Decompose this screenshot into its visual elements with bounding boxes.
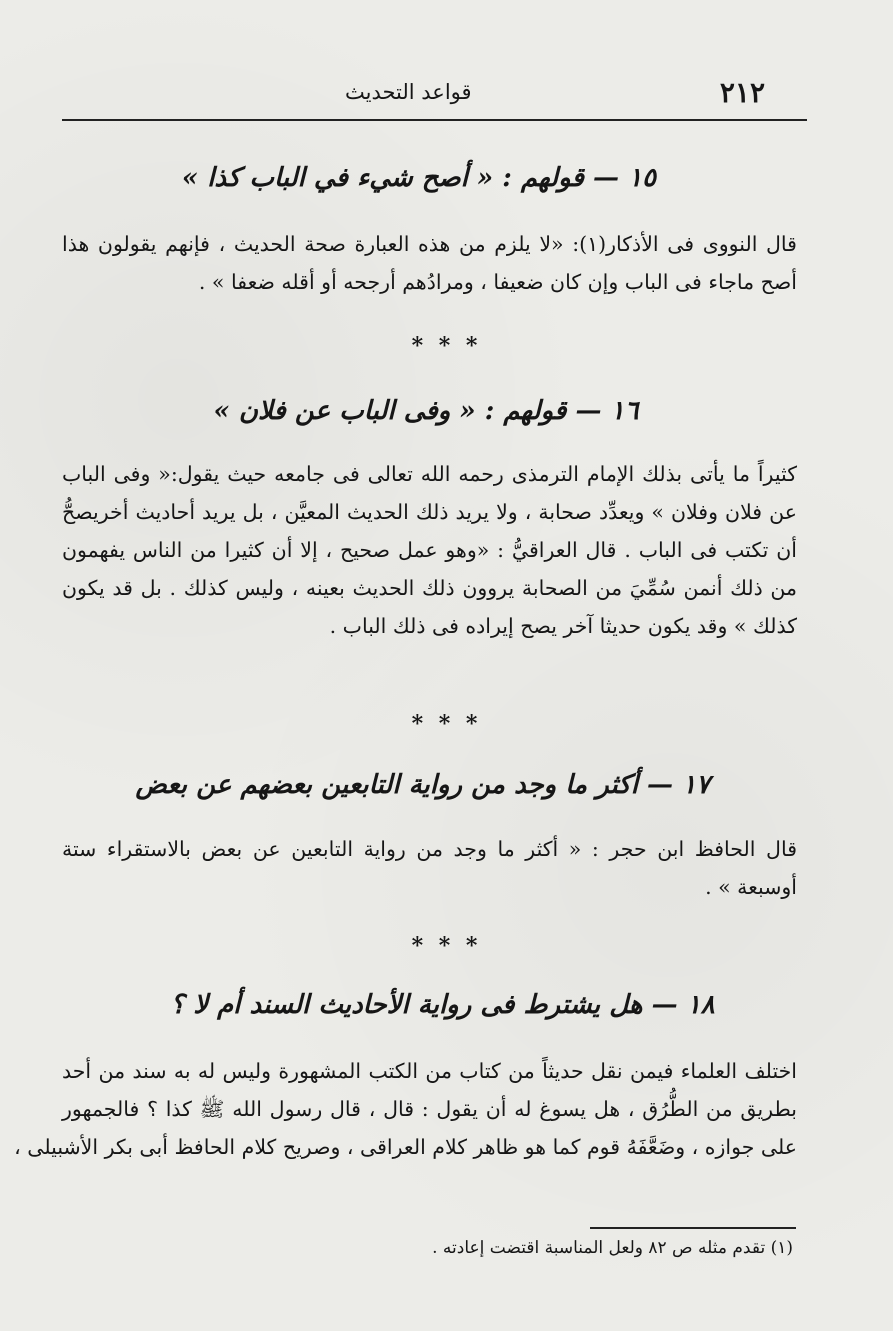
section-separator: * * *: [411, 711, 482, 737]
paragraph-line: من ذلك أنمن سُمِّيَ من الصحابة يروون ذلك الحديث بعينه ، وليس كذلك . بل قد يكون: [62, 576, 797, 600]
section-15-paragraph: [62, 225, 797, 301]
section-16-heading: ١٦ — قولهم : « وفى الباب عن فلان »: [213, 396, 639, 426]
section-17-paragraph: [62, 830, 797, 906]
footnote-rule: [590, 1227, 796, 1229]
paragraph-line: على جوازه ، وضَعَّفَهُ قوم كما هو ظاهر كلام العراقى ، وصريح كلام الحافظ أبى بكر الأشبيلى ،: [14, 1135, 797, 1159]
page-header: [60, 76, 805, 112]
footnote: (١) تقدم مثله ص ٨٢ ولعل المناسبة اقتضت إعادته .: [432, 1238, 793, 1258]
paragraph-line: بطريق من الطُّرُق ، هل يسوغ له أن يقول : قال ، قال رسول الله ﷺ كذا ؟ فالجمهور: [62, 1097, 797, 1121]
paragraph-line: قال النووى فى الأذكار(١): «لا يلزم من هذه العبارة صحة الحديث ، فإنهم يقولون هذا: [62, 232, 797, 256]
paragraph-line: كذلك » وقد يكون حديثا آخر يصح إيراده فى ذلك الباب .: [329, 614, 797, 638]
paragraph-line: كثيراً ما يأتى بذلك الإمام الترمذى رحمه الله تعالى فى جامعه حيث يقول:« وفى الباب: [62, 462, 797, 486]
paragraph-line: أوسبعة » .: [705, 875, 797, 899]
running-title: قواعد التحديث: [345, 80, 472, 104]
section-separator: * * *: [411, 333, 482, 359]
section-18-paragraph: [14, 1052, 797, 1166]
paragraph-line: قال الحافظ ابن حجر : « أكثر ما وجد من رواية التابعين عن بعض بالاستقراء ستة: [62, 837, 797, 861]
paragraph-line: أصح ماجاء فى الباب وإن كان ضعيفا ، ومرادُهم أرجحه أو أقله ضعفا » .: [198, 270, 797, 294]
section-separator: * * *: [411, 933, 482, 959]
paragraph-line: أن تكتب فى الباب . قال العراقيُّ : «وهو عمل صحيح ، إلا أن كثيرا من الناس يفهمون: [62, 538, 797, 562]
section-16-paragraph: [62, 455, 797, 645]
paragraph-line: عن فلان وفلان » ويعدِّد صحابة ، ولا يريد ذلك الحديث المعيَّن ، بل يريد أحاديث أخريصحُّ: [62, 500, 797, 524]
section-15-heading: ١٥ — قولهم : « أصح شيء في الباب كذا »: [181, 163, 656, 193]
header-rule: [62, 119, 807, 121]
section-17-heading: ١٧ — أكثر ما وجد من رواية التابعين بعضهم عن بعض: [135, 770, 710, 800]
section-18-heading: ١٨ — هل يشترط فى رواية الأحاديث السند أم لا ؟: [170, 990, 715, 1020]
paragraph-line: اختلف العلماء فيمن نقل حديثاً من كتاب من الكتب المشهورة وليس له به سند من أحد: [62, 1059, 797, 1083]
page-number: ٢١٢: [719, 76, 765, 109]
